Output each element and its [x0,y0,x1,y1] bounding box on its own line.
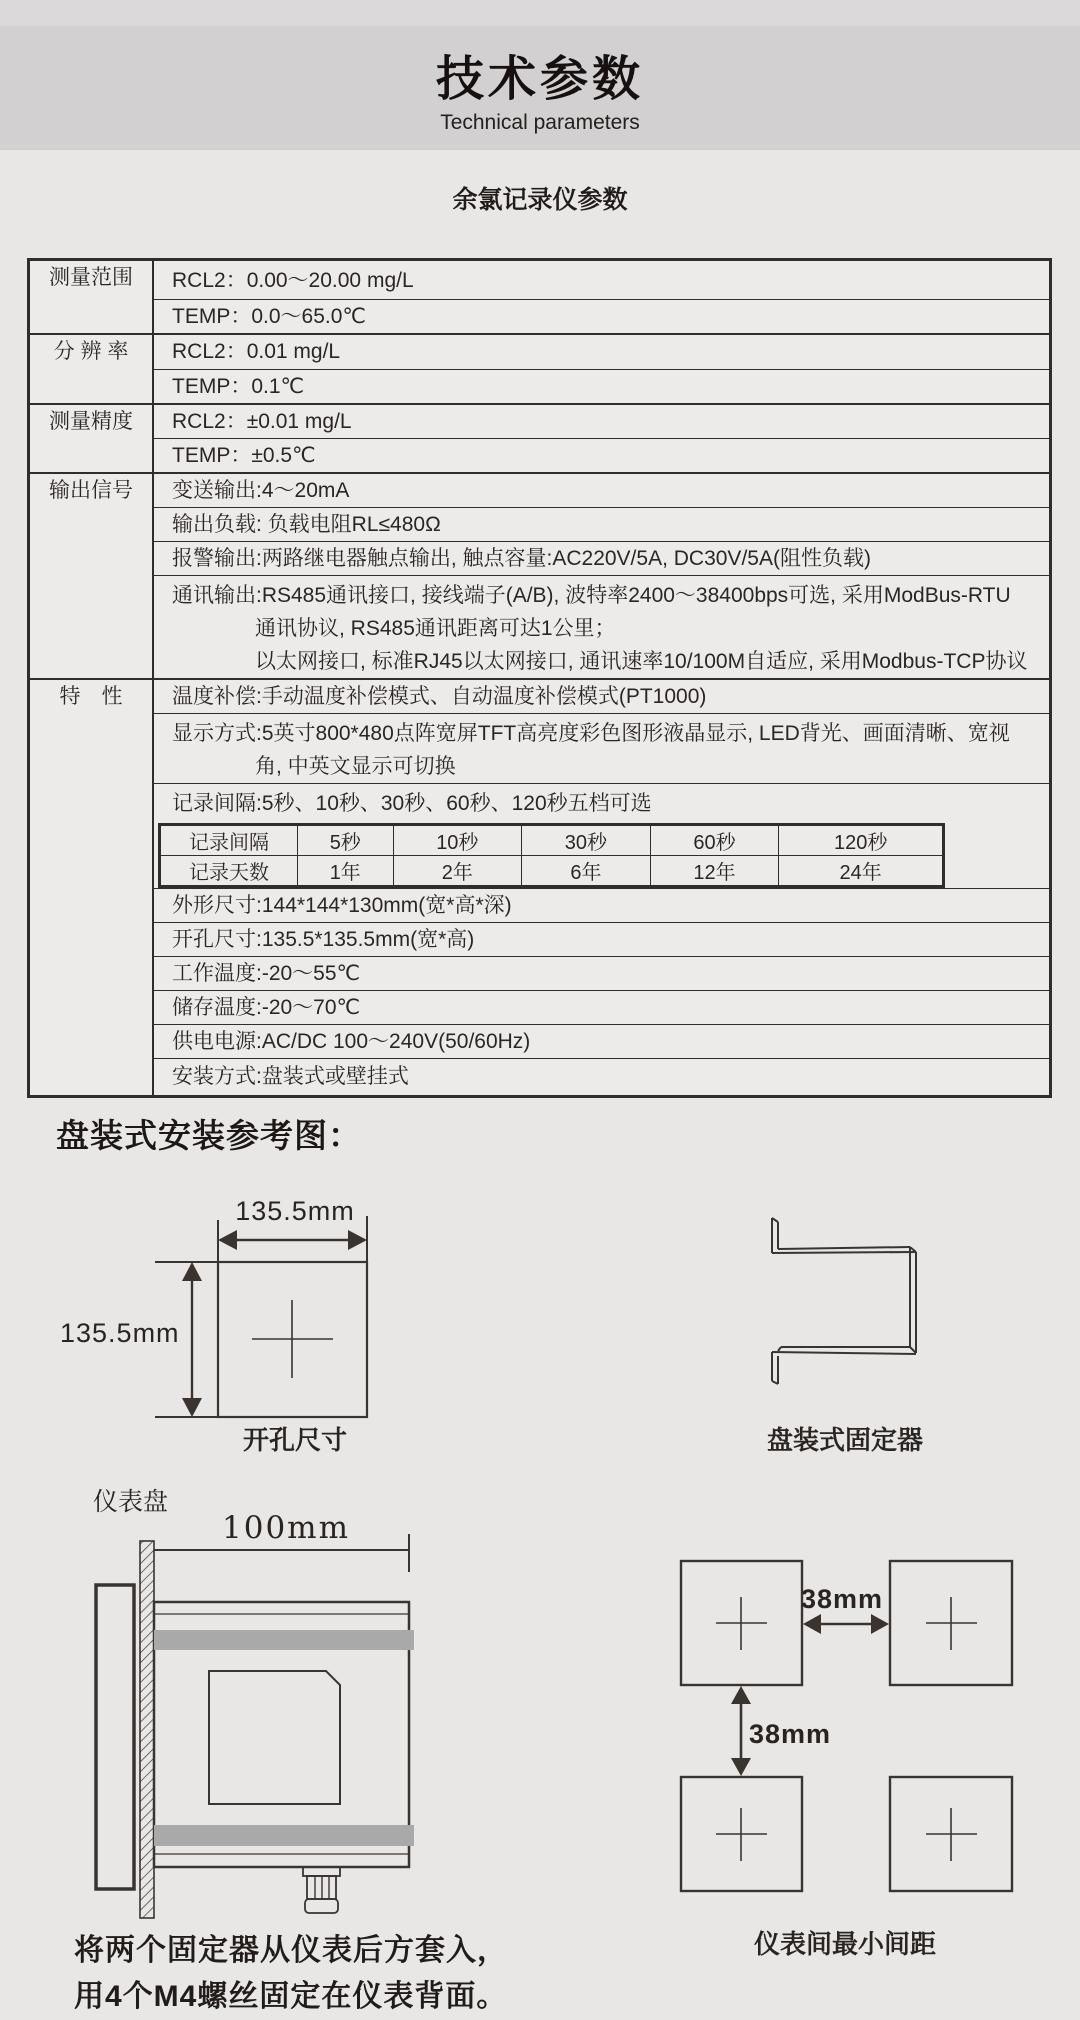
cell-value: 显示方式:5英寸800*480点阵宽屏TFT高亮度彩色图形液晶显示, LED背光、画面清晰、宽视 [172,721,1010,745]
cell-value: 报警输出:两路继电器触点输出, 触点容量:AC220V/5A, DC30V/5A(阻性负载) [172,546,871,570]
spacing-caption: 仪表间最小间距 [753,1929,936,1959]
install-heading: 盘装式安装参考图： [56,1117,362,1154]
bracket-diagram [755,1200,935,1400]
record-header-cell: 60秒 [650,824,779,855]
row-label: 输出信号 [29,473,154,679]
cell-value: 外形尺寸:144*144*130mm(宽*高*深) [172,893,512,917]
cable-gland [303,1867,340,1913]
table-row [160,824,944,855]
vertical-spacing-dimension: 38mm [749,1719,832,1749]
cell-value: 记录间隔:5秒、10秒、30秒、60秒、120秒五档可选 [172,791,652,815]
instrument-bezel [96,1585,134,1889]
table-row [29,956,1051,990]
table-row [29,369,1051,404]
mounting-note-line: 将两个固定器从仪表后方套入， [74,1934,508,1967]
header-banner [0,26,1080,150]
cell-value: 角, 中英文显示可切换 [255,754,456,778]
record-interval-table [158,823,945,888]
mounting-note-line: 用4个M4螺丝固定在仪表背面。 [74,1980,508,2013]
spec-table [27,258,1052,1098]
cell-value: TEMP：0.0～65.0℃ [172,305,366,328]
table-row [29,713,1051,783]
section-title: 余氯记录仪参数 [452,186,628,214]
record-header-cell: 120秒 [779,824,944,855]
cell-value: 通讯协议, RS485通讯距离可达1公里； [255,616,616,640]
table-row [29,334,1051,369]
cell-value: 安装方式:盘装式或壁挂式 [172,1065,409,1088]
table-row [29,922,1051,956]
table-row [29,404,1051,439]
table-row [29,1024,1051,1058]
cell-value: 储存温度:-20～70℃ [172,995,361,1019]
page-title: 技术参数 [435,53,644,106]
depth-dimension: 100mm [222,1510,350,1546]
table-row [29,888,1051,922]
table-row [29,507,1051,541]
cell-value: 以太网接口, 标准RJ45以太网接口, 通讯速率10/100M自适应, 采用Modbus-TCP协议 [255,649,1028,673]
record-cell: 2年 [393,855,522,886]
cell-value: RCL2：0.00～20.00 mg/L [172,268,414,292]
mounting-note [74,1928,508,2020]
bracket-caption: 盘装式固定器 [766,1425,923,1455]
cell-value: 变送输出:4～20mA [172,478,350,502]
table-row [29,260,1051,300]
cell-value: RCL2：0.01 mg/L [172,340,341,364]
cutout-width-dimension: 135.5mm [235,1196,355,1226]
cell-value: TEMP：±0.5℃ [172,443,316,467]
table-row [29,1058,1051,1096]
mount-rail-top [154,1630,414,1650]
record-header-cell: 30秒 [522,824,651,855]
cell-value: RCL2：±0.01 mg/L [172,409,352,433]
page-subtitle: Technical parameters [440,111,640,134]
table-row [29,541,1051,575]
cell-value: 开孔尺寸:135.5*135.5mm(宽*高) [172,927,475,951]
table-row [160,855,944,886]
record-cell: 记录天数 [160,855,298,886]
cell-value: TEMP：0.1℃ [172,374,305,398]
record-cell: 1年 [298,855,394,886]
cell-value: 输出负载: 负载电阻RL≤480Ω [172,512,441,536]
top-strip [0,0,1080,26]
cell-value: 工作温度:-20～55℃ [172,961,361,985]
table-row [29,679,1051,714]
table-row [29,300,1051,335]
instrument-label-plate [209,1671,340,1804]
record-cell: 24年 [779,855,944,886]
row-label: 测量精度 [29,404,154,473]
row-label: 分 辨 率 [29,334,154,404]
panel-label: 仪表盘 [93,1488,169,1516]
mount-rail-bottom [154,1825,414,1846]
record-header-cell: 10秒 [393,824,522,855]
panel-side-view-diagram [85,1480,430,1925]
table-row [29,473,1051,508]
record-cell: 6年 [522,855,651,886]
panel-wall-hatch [140,1541,154,1918]
cutout-height-dimension: 135.5mm [60,1318,180,1348]
row-label: 测量范围 [29,260,154,335]
table-row [29,438,1051,473]
cell-value: 供电电源:AC/DC 100～240V(50/60Hz) [172,1029,531,1053]
record-cell: 12年 [650,855,779,886]
record-header-cell: 记录间隔 [160,824,298,855]
row-label: 特 性 [29,679,154,1097]
table-row [29,783,1051,888]
horizontal-spacing-dimension: 38mm [801,1584,884,1614]
cutout-caption: 开孔尺寸 [242,1425,347,1455]
cell-value: 温度补偿:手动温度补偿模式、自动温度补偿模式(PT1000) [172,684,707,708]
table-row [29,575,1051,679]
record-header-cell: 5秒 [298,824,394,855]
cell-value: 通讯输出:RS485通讯接口, 接线端子(A/B), 波特率2400～38400bps可选, 采用ModBus-RTU [172,583,1011,607]
table-row [29,990,1051,1024]
